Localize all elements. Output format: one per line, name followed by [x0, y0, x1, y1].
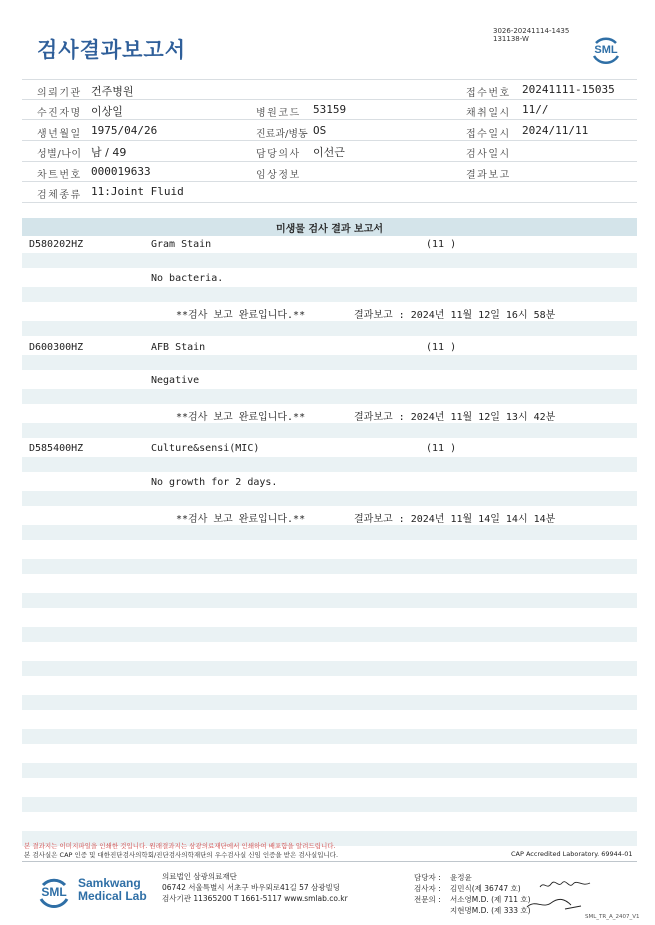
lab-name	[78, 877, 147, 903]
test-result: No growth for 2 days.	[151, 477, 278, 488]
test-specimen: (11 )	[426, 443, 457, 454]
test-code: D600300HZ	[29, 342, 84, 353]
signature-icon	[538, 878, 592, 892]
value-chart-no: 000019633	[91, 165, 151, 178]
sml-logo-icon	[34, 872, 74, 912]
divider	[22, 99, 637, 100]
test-code: D580202HZ	[29, 239, 84, 250]
staff-name: 김민식(제 36747 호)	[450, 884, 521, 893]
label-patient-name: 수진자명	[37, 108, 82, 119]
label-sex-age: 성별/나이	[37, 149, 82, 160]
test-result: No bacteria.	[151, 273, 224, 284]
form-code: SML_TR_A_2407_V1	[585, 914, 640, 920]
staff-name: 윤정윤	[450, 873, 472, 882]
label-test-date: 검사일시	[466, 149, 511, 160]
test-name: Gram Stain	[151, 239, 212, 250]
label-client: 의뢰기관	[37, 88, 82, 99]
label-report: 결과보고	[466, 170, 511, 181]
divider	[22, 119, 637, 120]
label-clinical-info: 임상정보	[256, 170, 301, 181]
page-title: 검사결과보고서	[37, 38, 187, 62]
label-physician: 담당의사	[256, 149, 301, 160]
value-client: 건주병원	[91, 85, 134, 98]
staff-role: 검사자 :	[414, 884, 441, 893]
divider	[22, 161, 637, 162]
lab-name-line2: Medical Lab	[78, 889, 147, 903]
divider	[22, 202, 637, 203]
label-hospital-code: 병원코드	[256, 108, 301, 119]
divider	[22, 79, 637, 80]
value-physician: 이선근	[313, 146, 345, 159]
test-complete-note: **검사 보고 완료입니다.**	[176, 514, 306, 525]
value-patient-name: 이상일	[91, 105, 123, 118]
test-code: D585400HZ	[29, 443, 84, 454]
org-contact: 검사기관 11365200 T 1661-5117 www.smlab.co.kr	[162, 894, 348, 903]
value-receipt-date: 2024/11/11	[522, 124, 589, 137]
staff-name: 서소영M.D. (제 711 호)	[450, 895, 531, 904]
label-collection-date: 채취일시	[466, 108, 511, 119]
label-birth-date: 생년월일	[37, 129, 82, 140]
test-complete-note: **검사 보고 완료입니다.**	[176, 310, 306, 321]
value-collection-date: 11//	[522, 103, 549, 116]
test-report-time: 결과보고 : 2024년 11월 14일 14시 14분	[354, 514, 556, 525]
label-department: 진료과/병동	[256, 129, 308, 140]
sml-logo-icon	[588, 31, 624, 67]
value-birth-date: 1975/04/26	[91, 124, 158, 137]
test-name: AFB Stain	[151, 342, 206, 353]
staff-name: 지현명M.D. (제 333 호)	[450, 906, 531, 915]
lab-name-line1: Samkwang	[78, 876, 141, 890]
org-address: 06742 서울특별시 서초구 바우뫼로41길 57 삼광빌딩	[162, 883, 341, 892]
label-receipt-date: 접수일시	[466, 129, 511, 140]
test-result: Negative	[151, 375, 200, 386]
divider	[22, 140, 637, 141]
label-receipt-no: 접수번호	[466, 88, 511, 99]
signature-icon	[525, 895, 583, 913]
test-report-time: 결과보고 : 2024년 11월 12일 16시 58분	[354, 310, 556, 321]
test-complete-note: **검사 보고 완료입니다.**	[176, 412, 306, 423]
test-specimen: (11 )	[426, 342, 457, 353]
divider	[22, 181, 637, 182]
label-chart-no: 차트번호	[37, 170, 82, 181]
label-specimen-type: 검체종류	[37, 190, 82, 201]
sml-logo-text: SML	[594, 44, 618, 56]
value-sex-age: 남 / 49	[91, 146, 127, 159]
staff-role: 담당자 :	[414, 873, 441, 882]
image-copy-notice: 본 결과지는 이미지파일을 인쇄한 것입니다. 원래결과지는 삼광의료재단에서 인쇄하여 배포함을 알려드립니다.	[24, 842, 336, 850]
value-specimen-type: 11:Joint Fluid	[91, 185, 184, 198]
cap-accreditation-id: CAP Accredited Laboratory. 69944-01	[511, 850, 633, 858]
org-name: 의료법인 삼광의료재단	[162, 872, 237, 881]
value-department: OS	[313, 124, 327, 137]
section-title: 미생물 검사 결과 보고서	[275, 224, 384, 235]
document-code-line2: 131138-W	[493, 35, 529, 43]
document-code-line1: 3026-20241114-1435	[493, 27, 570, 35]
footer-divider	[22, 861, 637, 862]
test-name: Culture&sensi(MIC)	[151, 443, 260, 454]
sml-logo-text: SML	[41, 885, 67, 899]
value-receipt-no: 20241111-15035	[522, 83, 615, 96]
accreditation-notice: 본 검사실은 CAP 인증 및 대한진단검사의학회/진단검사의학재단의 우수검사실 신임 인증을 받은 검사실입니다.	[24, 851, 339, 859]
test-report-time: 결과보고 : 2024년 11월 12일 13시 42분	[354, 412, 556, 423]
staff-role: 전문의 :	[414, 895, 441, 904]
value-hospital-code: 53159	[313, 103, 347, 116]
test-specimen: (11 )	[426, 239, 457, 250]
